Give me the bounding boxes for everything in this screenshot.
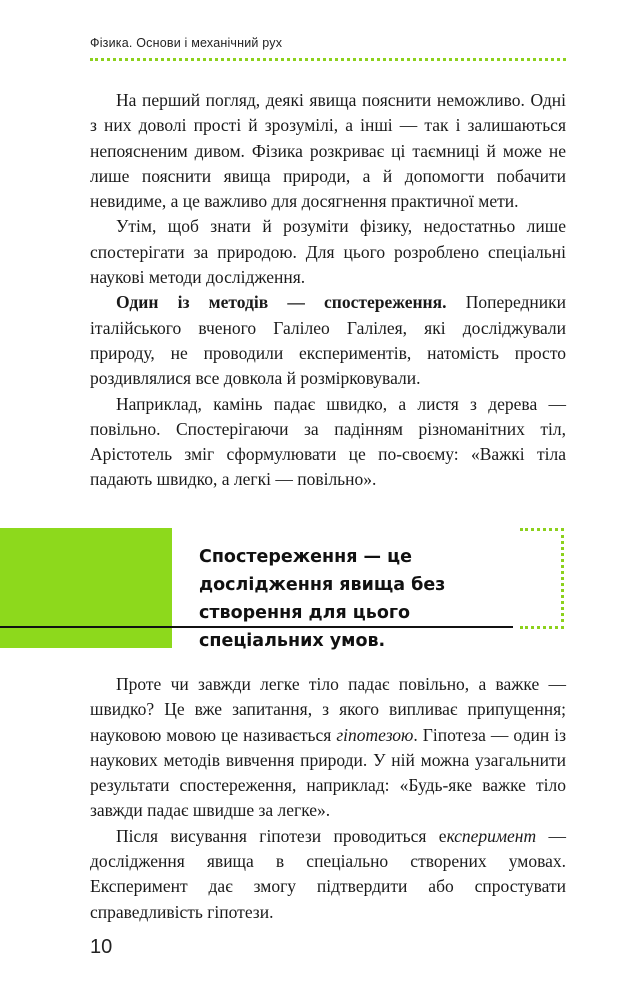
paragraph [90,672,566,824]
paragraph: На перший погляд, деякі явища пояснити неможливо. Одні з них доволі прості й зрозумілі, а інші — так і залишаються непоясненим дивом. Фізика розкриває ці таємниці й може не лише пояснити явища природи, а й допомогти побачити невидиме, а це важливо для досягнення практичної мети. [90,90,566,212]
bold-lead-in: Один із методів — спостереження. [116,292,447,313]
paragraph [90,824,566,925]
paragraph-text: Після висування гіпотези проводиться е [116,825,447,846]
page-number: 10 [90,936,113,958]
body-text-top [90,88,566,493]
paragraph: Наприклад, камінь падає швидко, а листя з дерева — повільно. Спостерігаючи за падінням різноманітних тіл, Арістотель зміг сформулювати це по-своєму: «Важкі тіла падають швидко, а легкі — повільно». [90,393,566,490]
paragraph-text: Проте чи завжди легке тіло падає повільно, а важке — швидко? Це вже запитання, з якого випливає припущення; науковою мовою це називається [90,674,566,745]
paragraph-text: — дослідження явища в спеціально створених умовах. Експеримент дає змогу підтвердити або спростувати справедливість гіпотези. [90,825,566,922]
paragraph-text: Попередники італійського вченого Галілео Галілея, які досліджували природу, не проводили експериментів, натомість просто роздивлялися все довкола й розмірковували. [90,292,566,389]
paragraph: Утім, щоб знати й розуміти фізику, недостатньо лише спостерігати за природою. Для цього розроблено спеціальні наукові методи дослідження. [90,216,566,288]
green-accent-block [0,528,172,648]
definition-callout: Спостереження — це дослідження явища без створення для цього спеціальних умов. [199,547,446,651]
italic-term: ксперимент [446,825,537,846]
paragraph [90,290,566,391]
running-title: Фізика. Основи і механічний рух [90,36,283,50]
body-text-bottom [90,672,566,925]
italic-term: гіпотезою [336,724,414,745]
paragraph-text: . Гіпотеза — один із наукових методів вивчення природи. У ній можна узагальнити результати спостереження, наприклад: «Будь-яке важке тіло завжди падає швидше за легке». [90,724,566,821]
header-dotted-divider [90,58,566,61]
